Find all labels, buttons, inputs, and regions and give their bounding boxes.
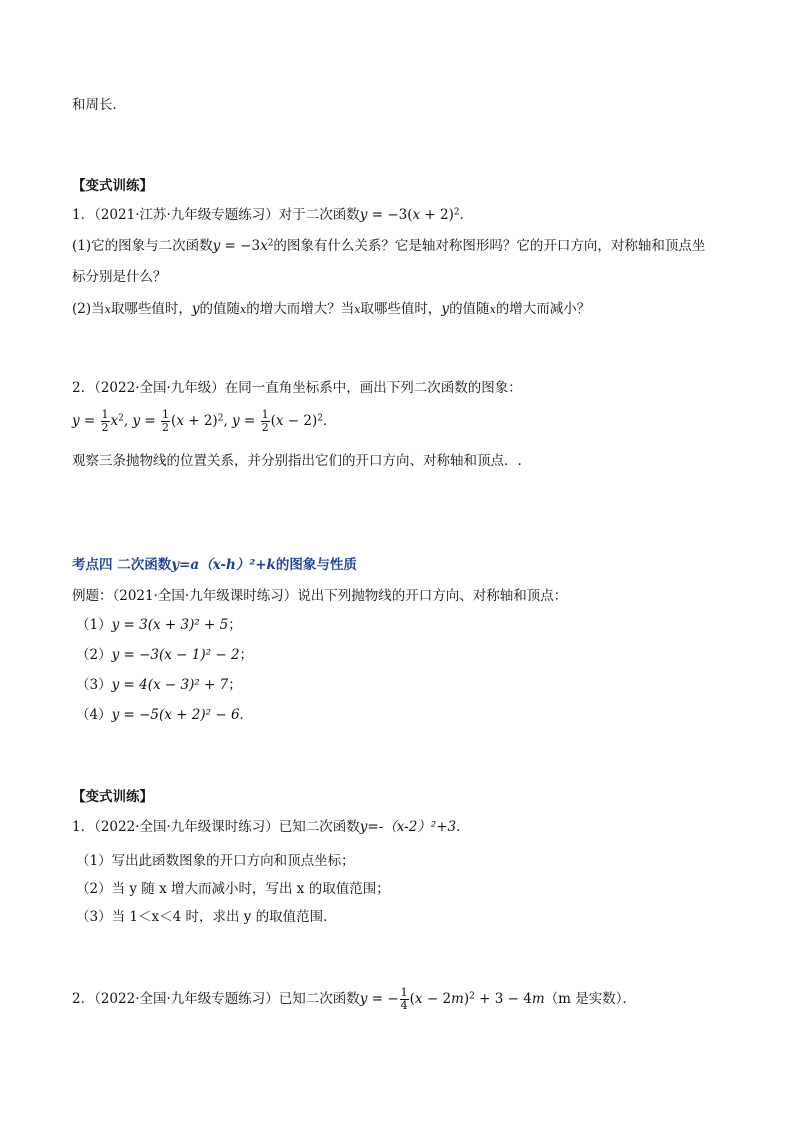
heading-formula: y=a（x-h）²+k xyxy=(171,557,276,573)
formula-y-neg3x-sq: y xyxy=(212,238,221,254)
part-text: 的值随 xyxy=(199,301,240,317)
formula-y-neg3-x-plus2-sq: y xyxy=(359,207,368,223)
item-formula: y = −3(x − 1)² − 2 xyxy=(111,647,240,663)
question-4-lead: 2．（2022·全国·九年级专题练习）已知二次函数y = − $\frac{1}{4}$ $(x - 2m)^2 + 3 - 4m(m$ 是实数）． xyxy=(72,986,636,1012)
question-3-lead xyxy=(72,818,470,836)
part-text: (2)当 xyxy=(72,301,105,317)
part-text: 取哪些值时， xyxy=(110,301,192,317)
section-heading-variation-2: 【变式训练】 xyxy=(72,789,153,805)
item-label: （3） xyxy=(76,677,112,693)
item-label: （1） xyxy=(76,617,112,633)
part-text: 的图象有什么关系？它是轴对称图形吗？它的开口方向，对称轴和顶点坐 xyxy=(273,238,706,254)
var-y: y xyxy=(191,301,200,317)
item-label: （4） xyxy=(76,707,112,723)
formula-neg-quarter: y xyxy=(359,991,368,1007)
question-3-item-1: （1）写出此函数图象的开口方向和顶点坐标； xyxy=(76,853,355,869)
var-x: x xyxy=(489,303,496,316)
part-text: 的增大而增大？当 xyxy=(246,301,355,317)
punct: ； xyxy=(228,617,242,633)
fraction-one-half: $\frac{1}{2}$ xyxy=(261,408,269,434)
question-text: 1．（2022·全国·九年级课时练习）已知二次函数 xyxy=(72,819,360,835)
heading-text: 的图象与性质 xyxy=(275,557,357,573)
punct: ； xyxy=(239,647,254,663)
question-text: 1．（2021·江苏·九年级专题练习）对于二次函数 xyxy=(72,207,360,223)
var-x: x xyxy=(354,303,361,316)
question-1-part-1-cont: 标分别是什么？ xyxy=(72,269,167,285)
question-2-observation: 观察三条抛物线的位置关系，并分别指出它们的开口方向、对称轴和顶点．. xyxy=(72,453,522,469)
section-heading-topic-4 xyxy=(72,556,357,574)
punct: （m 是实数）． xyxy=(544,991,636,1007)
item-label: （2） xyxy=(76,647,112,663)
question-text: 2．（2022·全国·九年级专题练习）已知二次函数 xyxy=(72,991,360,1007)
example-item-2 xyxy=(76,646,253,664)
heading-text: 考点四 二次函数 xyxy=(72,557,172,573)
question-3-item-3: （3）当 1＜x＜4 时，求出 y 的取值范围． xyxy=(76,909,337,925)
question-formula: y=-（x-2）²+3 xyxy=(359,819,457,835)
example-item-3 xyxy=(76,676,242,694)
part-text: 取哪些值时， xyxy=(360,301,442,317)
var-y: y xyxy=(441,301,450,317)
section-heading-variation-1: 【变式训练】 xyxy=(72,178,153,194)
fraction-one-half: $\frac{1}{2}$ xyxy=(101,408,109,434)
example-item-4 xyxy=(76,706,253,724)
continuation-text: 和周长． xyxy=(72,97,126,113)
part-text: 的增大而减小？ xyxy=(495,301,591,317)
part-text: 的值随 xyxy=(449,301,490,317)
punct: ． xyxy=(239,707,254,723)
punct: ． xyxy=(459,207,474,223)
item-formula: y = 4(x − 3)² + 7 xyxy=(111,677,229,693)
question-2-lead: 2．（2022·全国·九年级）在同一直角坐标系中，画出下列二次函数的图象： xyxy=(72,380,522,396)
question-1-part-2 xyxy=(72,300,590,319)
punct: ； xyxy=(228,677,242,693)
punct: ． xyxy=(322,413,337,429)
example-prompt: 例题：（2021·全国·九年级课时练习）说出下列抛物线的开口方向、对称轴和顶点： xyxy=(72,588,568,604)
part-text: (1)它的图象与二次函数 xyxy=(72,238,213,254)
question-1-lead: 1．（2021·江苏·九年级专题练习）对于二次函数$y = -3(x + 2)^2$． xyxy=(72,207,474,223)
var-x: x xyxy=(239,303,247,316)
item-formula: y = −5(x + 2)² − 6 xyxy=(111,707,240,723)
example-item-1 xyxy=(76,616,242,634)
question-2-formulas: y = $\frac{1}{2}$ $x^2$, y = $\frac{1}{2}$ $(x + 2)^2$, y = $\frac{1}{2}$ $(x - 2)^2$． xyxy=(72,408,337,434)
fraction-one-quarter: $\frac{1}{4}$ xyxy=(400,986,408,1012)
question-3-item-2: （2）当 y 随 x 增大而减小时，写出 x 的取值范围； xyxy=(76,881,390,897)
fraction-one-half: $\frac{1}{2}$ xyxy=(162,408,170,434)
item-formula: y = 3(x + 3)² + 5 xyxy=(111,617,229,633)
question-1-part-1: (1)它的图象与二次函数$y = -3x^2$的图象有什么关系？它是轴对称图形吗？它的开口方向，对称轴和顶点坐 xyxy=(72,238,706,254)
var-x: x xyxy=(104,303,111,316)
punct: ． xyxy=(456,819,470,835)
